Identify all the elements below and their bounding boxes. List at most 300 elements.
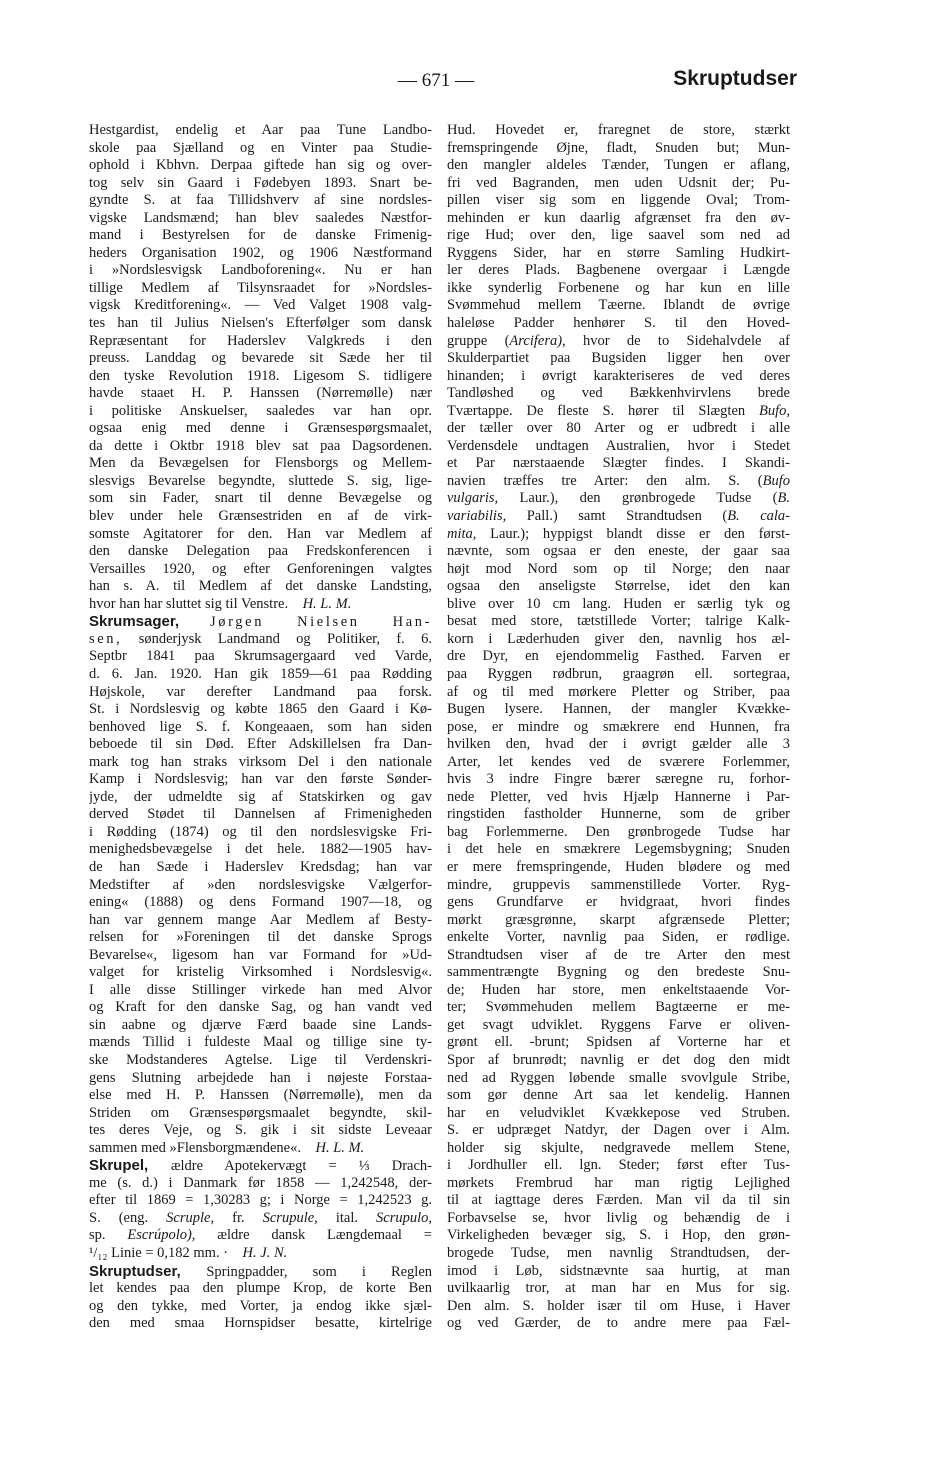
plain-text: somste Agitatorer for den. Han var Medlem af xyxy=(89,525,432,542)
plain-text: de han Sæde i Haderslev Kredsdag; han var xyxy=(89,858,432,875)
text-line xyxy=(447,455,790,473)
plain-text: holder sig skjulte, nedgravede mellem Stene, xyxy=(447,1139,790,1156)
text-line xyxy=(447,894,790,912)
plain-text: sp. xyxy=(89,1227,128,1244)
text-line xyxy=(447,947,790,965)
plain-text: menighedsbevægelse i det hele. 1882—1905 hav- xyxy=(89,841,432,858)
text-line xyxy=(447,964,790,982)
plain-text: Septbr 1841 paa Skrumsagergaard ved Varde, xyxy=(89,648,432,665)
plain-text: tes deres Veje, og S. gik i sit sidste Leveaar xyxy=(89,1122,432,1139)
plain-text: me (s. d.) i Danmark før 1858 — 1,242548, der- xyxy=(89,1174,432,1191)
text-line xyxy=(447,631,790,649)
text-line xyxy=(89,1105,432,1123)
italic-text: Bufo xyxy=(762,472,790,489)
plain-text: tog selv sin Gaard i Fødebyen 1893. Snart be- xyxy=(89,174,432,191)
plain-text: Medstifter af »den nordslesvigske Vælgerfor- xyxy=(89,876,432,893)
italic-text: Escrúpolo), xyxy=(127,1227,196,1244)
plain-text: fremspringende Øjne, fladt, Snuden but; Mun- xyxy=(447,139,790,156)
text-line xyxy=(89,1122,432,1140)
text-line xyxy=(447,754,790,772)
plain-text: imod i Løb, sidstnævnte saa hurtig, at man xyxy=(447,1262,790,1279)
text-line xyxy=(447,1192,790,1210)
plain-text: den med smaa Hornspidser besatte, kirtelrige xyxy=(89,1315,432,1332)
plain-text: Hestgardist, endelig et Aar paa Tune Landbo- xyxy=(89,122,432,138)
text-line xyxy=(89,789,432,807)
text-line xyxy=(89,1070,432,1088)
plain-text: hinanden; i øvrigt karakteriseres de ved deres xyxy=(447,367,790,384)
plain-text: benhoved lige S. f. Kongeaaen, som han siden xyxy=(89,718,432,735)
text-line xyxy=(447,350,790,368)
plain-text: Bevarelse«, ligesom han var Formand for »Ud- xyxy=(89,946,432,963)
author-signature: H. L. M. xyxy=(315,1139,365,1156)
plain-text: get svagt udviklet. Ryggens Farve er oliven- xyxy=(447,1016,790,1033)
plain-text: der tæller over 80 Arter og er udbredt i alle xyxy=(447,420,790,437)
plain-text: ikke synderlig Forbenene og har kun en lille xyxy=(447,279,790,296)
plain-text: St. i Nordslesvig og købte 1865 den Gaard i Kø- xyxy=(89,701,432,718)
text-line xyxy=(89,1175,432,1193)
plain-text: Højskole, var derefter Landmand paa forsk. xyxy=(89,683,432,700)
text-line xyxy=(89,771,432,789)
plain-text: pose, er mindre og smækrere end Hunnen, fra xyxy=(447,718,790,735)
plain-text: den tyske Revolution 1918. Ligesom S. tidligere xyxy=(89,367,432,384)
plain-text: d. 6. Jan. 1920. Han gik 1859—61 paa Rødding xyxy=(89,665,432,682)
plain-text: dre Dyr, en ejendommelig Fasthed. Farven er xyxy=(447,648,790,665)
plain-text: Spor af brunrødt; navnlig er det dog den midt xyxy=(447,1051,790,1068)
plain-text: Den alm. S. holder især til om Huse, i Haver xyxy=(447,1297,790,1314)
plain-text: grønt ell. -brunt; Spidsen af Vorterne har et xyxy=(447,1034,790,1051)
text-line xyxy=(447,719,790,737)
plain-text: i »Nordslesvigsk Landboforening«. Nu er han xyxy=(89,262,432,279)
text-line xyxy=(89,1263,432,1281)
text-line xyxy=(89,543,432,561)
italic-text: B. xyxy=(777,490,790,507)
text-line xyxy=(89,999,432,1017)
text-line xyxy=(89,719,432,737)
text-line xyxy=(447,403,790,421)
text-line xyxy=(89,245,432,263)
plain-text: hvis 3 indre Fingre bærer særegne ru, forhor- xyxy=(447,771,790,788)
plain-text: mark tog han straks virksom Del i den nationale xyxy=(89,753,432,770)
text-line xyxy=(447,385,790,403)
plain-text: tes han til Julius Nielsen's Efterfølger som dansk xyxy=(89,315,432,332)
text-line xyxy=(89,420,432,438)
text-line xyxy=(89,824,432,842)
italic-text: Scrupulo, xyxy=(376,1209,432,1226)
plain-text: mørkets Frembrud har man rigtig Lejlighed xyxy=(447,1174,790,1191)
text-line xyxy=(447,789,790,807)
text-line xyxy=(447,561,790,579)
plain-text: Bugen lysere. Hannen, der mangler Kvække- xyxy=(447,701,790,718)
plain-text: enkelte Vorter, navnlig paa Siden, er rødlige. xyxy=(447,929,790,946)
text-line xyxy=(89,1087,432,1105)
text-line xyxy=(447,912,790,930)
plain-text: i politiske Anskuelser, saaledes var han opr. xyxy=(89,402,432,419)
plain-text: den danske Delegation paa Fredskonferencen i xyxy=(89,543,432,560)
page-number: — 671 — xyxy=(398,70,474,91)
text-line xyxy=(89,508,432,526)
plain-text: bag Forlemmerne. Den grønbrogede Tudse har xyxy=(447,823,790,840)
text-line xyxy=(447,157,790,175)
text-line xyxy=(447,420,790,438)
gap xyxy=(301,1140,316,1156)
text-line xyxy=(447,1280,790,1298)
text-line xyxy=(89,666,432,684)
text-line xyxy=(447,122,790,140)
italic-text: Bufo, xyxy=(758,402,790,419)
plain-text: sin aabne og djærve Færd baade sine Lands- xyxy=(89,1016,432,1033)
text-line xyxy=(89,403,432,421)
text-line xyxy=(89,877,432,895)
text-line xyxy=(447,806,790,824)
spaced-name: Jørgen Nielsen Han- xyxy=(210,614,432,631)
plain-text: hvor han har sluttet sig til Venstre. xyxy=(89,595,289,612)
plain-text: mørkt græsgrønne, skarpt afgrænsede Pletter; xyxy=(447,911,790,928)
plain-text: sammen med »Flensborgmændene«. xyxy=(89,1139,301,1156)
plain-text: vigsk Kreditforening«. — Ved Valget 1908 valg- xyxy=(89,297,432,314)
plain-text: brogede Tudse, men navnlig Strandtudsen, der- xyxy=(447,1245,790,1261)
plain-text: Tværtappe. De fleste S. hører til Slægten xyxy=(447,402,759,419)
text-line xyxy=(447,1087,790,1105)
plain-text: ter; Svømmehuden mellem Bagtæerne er me- xyxy=(447,999,790,1016)
text-line xyxy=(89,964,432,982)
plain-text: navien træffes tre Arter: den alm. S. ( xyxy=(447,472,763,489)
text-line xyxy=(447,1210,790,1228)
plain-text: og den tykke, med Vorter, ja endog ikke sjæl- xyxy=(89,1297,432,1314)
plain-text: den mangler aldeles Tænder, Tungen er aflang, xyxy=(447,157,790,174)
text-line xyxy=(447,666,790,684)
plain-text: ital. xyxy=(317,1209,377,1226)
text-line xyxy=(447,613,790,631)
text-line xyxy=(447,859,790,877)
plain-text: ogsaa den anseligste Størrelse, idet den kan xyxy=(447,578,790,595)
plain-text: skole paa Sjælland og en Vinter paa Studie- xyxy=(89,139,432,156)
plain-text: som sin Fader, snart til denne Bevægelse og xyxy=(89,490,432,507)
plain-text: slesvigs Bevarelse begyndte, sluttede S. sig, lige- xyxy=(89,472,432,489)
text-line xyxy=(447,280,790,298)
text-line xyxy=(89,280,432,298)
text-line xyxy=(89,561,432,579)
text-line xyxy=(447,1052,790,1070)
text-line xyxy=(447,526,790,544)
plain-text: Svømmehud mellem Tæerne. Iblandt de øvrige xyxy=(447,297,790,314)
text-line xyxy=(447,1315,790,1333)
text-line xyxy=(89,1052,432,1070)
text-line xyxy=(89,1280,432,1298)
plain-text: heders Organisation 1902, og 1906 Næstformand xyxy=(89,244,432,261)
text-line xyxy=(447,736,790,754)
plain-text: ned ad Ryggen løbende smalle svovlgule Stribe, xyxy=(447,1069,790,1086)
plain-text: I alle disse Stillinger virkede han med Alvor xyxy=(89,981,432,998)
text-line xyxy=(89,1245,432,1263)
text-line xyxy=(447,543,790,561)
plain-text: hvor de to Sidehalvdele af xyxy=(565,332,790,349)
text-line xyxy=(89,596,432,614)
text-line xyxy=(89,684,432,702)
plain-text: haleløse Padder henhører S. til den Hoved- xyxy=(447,315,790,332)
plain-text: til at iagttage deres Færden. Man vil da til sin xyxy=(447,1192,790,1209)
plain-text: else med H. P. Hanssen (Nørremølle), men da xyxy=(89,1087,432,1104)
text-line xyxy=(447,1227,790,1245)
plain-text: S. (eng. xyxy=(89,1209,167,1226)
plain-text: nede Pletter, ved hvis Hjælp Hannerne i Par- xyxy=(447,788,790,805)
text-line xyxy=(447,368,790,386)
text-line xyxy=(89,1017,432,1035)
text-line xyxy=(89,1157,432,1175)
plain-text: fr. xyxy=(214,1209,263,1226)
text-line xyxy=(447,1017,790,1035)
italic-text: Scruple, xyxy=(166,1209,215,1226)
plain-text: og Kraft for den danske Sag, og han vandt ved xyxy=(89,999,432,1016)
plain-text: sønderjysk Landmand og Politiker, f. 6. xyxy=(122,630,432,647)
text-line xyxy=(447,1122,790,1140)
text-line xyxy=(89,297,432,315)
text-line xyxy=(447,841,790,859)
left-column xyxy=(89,122,432,1333)
italic-text: Arcifera), xyxy=(509,332,566,349)
plain-text: mindre, gruppevis sammenstillede Vorter. Ryg- xyxy=(447,876,790,893)
plain-text: Arter, let kendes ved de sværere Forlemmer, xyxy=(447,753,790,770)
text-line xyxy=(447,1070,790,1088)
plain-text: ¹/₁₂ Linie = 0,182 mm. · xyxy=(89,1245,229,1261)
text-line xyxy=(447,333,790,351)
text-line xyxy=(89,350,432,368)
plain-text: ler deres Plads. Bagbenene overgaar i Længde xyxy=(447,262,790,279)
plain-text: Striden om Grænsespørgsmaalet begyndte, skil- xyxy=(89,1104,432,1121)
plain-text: let kendes paa den plumpe Krop, de korte Ben xyxy=(89,1280,432,1297)
plain-text: valget for kristelig Virksomhed i Nordslesvig«. xyxy=(89,964,432,981)
plain-text: tillige Medlem af Tilsynsraadet for »Nordsles- xyxy=(89,279,432,296)
plain-text: beboede til sin Død. Efter Adskillelsen fra Dan- xyxy=(89,736,432,753)
text-line xyxy=(447,877,790,895)
plain-text: uvilkaarlig tror, at man har en Mus for sig. xyxy=(447,1280,790,1297)
plain-text: Hud. Hovedet er, fraregnet de store, stærkt xyxy=(447,122,790,138)
gap xyxy=(228,1245,243,1261)
text-line xyxy=(89,315,432,333)
text-line xyxy=(89,806,432,824)
plain-text: blev under hele Grænsestriden en af de virk- xyxy=(89,508,432,525)
plain-text: Versailles 1920, og efter Genforeningen valgtes xyxy=(89,560,432,577)
text-line xyxy=(89,490,432,508)
text-line xyxy=(447,297,790,315)
plain-text: som gør denne Art saa let kendelig. Hannen xyxy=(447,1087,790,1104)
text-line xyxy=(447,1175,790,1193)
author-signature: H. J. N. xyxy=(242,1245,288,1261)
text-line xyxy=(89,1315,432,1333)
plain-text: hvilken den, hvad der i øvrigt gælder alle 3 xyxy=(447,736,790,753)
text-line xyxy=(89,333,432,351)
plain-text: Kamp i Nordslesvig; han var den første Sønder- xyxy=(89,771,432,788)
plain-text: paa Ryggen rødbrun, graagrøn ell. sortegraa, xyxy=(447,665,790,682)
plain-text: fri ved Bagranden, men uden Udsnit der; Pu- xyxy=(447,174,790,191)
entry-headword: Skrupel, xyxy=(89,1157,171,1175)
plain-text: efter til 1869 = 1,30283 g; i Norge = 1,242523 g. xyxy=(89,1192,432,1209)
text-line xyxy=(89,947,432,965)
author-signature: H. L. M. xyxy=(302,595,352,612)
plain-text: ening« (1888) og dens Formand 1907—18, og xyxy=(89,894,432,911)
plain-text: de; Huden har store, men enkeltstaaende Vor- xyxy=(447,981,790,998)
plain-text: Skulderpartiet paa Bugsiden ligger hen over xyxy=(447,350,790,367)
text-line xyxy=(447,175,790,193)
text-line xyxy=(447,490,790,508)
text-line xyxy=(89,859,432,877)
plain-text: vigske Landsmænd; han blev saaledes Næstfor- xyxy=(89,209,432,226)
plain-text: ringstiden fastholder Hunnerne, som de griber xyxy=(447,806,790,823)
text-line xyxy=(447,1298,790,1316)
text-line xyxy=(89,613,432,631)
plain-text: han s. A. til Medlem af det danske Landsting, xyxy=(89,578,432,595)
plain-text: sammentrængte Bygning og den bredeste Snu- xyxy=(447,964,790,981)
text-line xyxy=(447,1034,790,1052)
plain-text: i Rødding (1874) og til den nordslesvigske Fri- xyxy=(89,823,432,840)
plain-text: gens Slutning arbejdede han i nøjeste Forstaa- xyxy=(89,1069,432,1086)
text-line xyxy=(447,701,790,719)
text-line xyxy=(447,438,790,456)
text-line xyxy=(447,1157,790,1175)
text-line xyxy=(89,438,432,456)
plain-text: ske Modstanderes Agtelse. Lige til Verdenskri- xyxy=(89,1051,432,1068)
plain-text: i det hele en smækrere Legemsbygning; Snuden xyxy=(447,841,790,858)
plain-text: han var gennem mange Aar Medlem af Besty- xyxy=(89,911,432,928)
plain-text: mænds Tillid i fuldeste Maal og tillige sine ty- xyxy=(89,1034,432,1051)
text-line xyxy=(89,578,432,596)
text-line xyxy=(89,894,432,912)
plain-text: S. er udpræget Natdyr, der Dagen over i Alm. xyxy=(447,1122,790,1139)
italic-text: Scrupule, xyxy=(262,1209,318,1226)
plain-text: Tandløshed og ved Bækkenhvirvlens brede xyxy=(447,385,790,402)
plain-text: ophold i Kbhvn. Derpaa giftede han sig og over- xyxy=(89,157,432,174)
text-line xyxy=(447,578,790,596)
plain-text: højt mod Nord som op til Norge; den naar xyxy=(447,560,790,577)
plain-text: Men da Bevægelsen for Flensborgs og Mellem- xyxy=(89,455,432,472)
plain-text: mand i Bestyrelsen for de danske Frimenig- xyxy=(89,227,432,244)
running-title: Skruptudser xyxy=(673,67,797,90)
plain-text: jyde, der udmeldte sig af Statskirken og gav xyxy=(89,788,432,805)
text-line xyxy=(89,122,432,140)
text-line xyxy=(447,262,790,280)
plain-text: ogsaa enig med denne i Grænsespørgsmaalet, xyxy=(89,420,432,437)
text-line xyxy=(89,140,432,158)
plain-text: Springpadder, som i Reglen xyxy=(206,1263,432,1280)
text-line xyxy=(447,982,790,1000)
text-line xyxy=(89,701,432,719)
plain-text: besat med store, tætstillede Vorter; talrige Kalk- xyxy=(447,613,790,630)
plain-text: korn i Læderhuden giver den, navnlig hos æl- xyxy=(447,630,790,647)
plain-text: og ved Gærder, de to andre mere paa Fæl- xyxy=(447,1315,790,1332)
plain-text: relsen for »Foreningen til det danske Sprogs xyxy=(89,929,432,946)
text-line xyxy=(89,368,432,386)
plain-text: pillen viser sig som en liggende Oval; Trom- xyxy=(447,192,790,209)
text-line xyxy=(447,1105,790,1123)
plain-text: Verdensdele undtagen Australien, hvor i Stedet xyxy=(447,437,790,454)
text-line xyxy=(89,1227,432,1245)
entry-headword: Skrumsager, xyxy=(89,613,211,631)
text-line xyxy=(89,1192,432,1210)
gap xyxy=(288,596,303,612)
text-line xyxy=(447,245,790,263)
plain-text: gens Grundfarve er hvidgraat, hvori findes xyxy=(447,894,790,911)
text-line xyxy=(89,1140,432,1158)
plain-text: Forbavselse se, hvor livlig og behændig de i xyxy=(447,1209,790,1226)
text-line xyxy=(447,140,790,158)
text-line xyxy=(447,473,790,491)
italic-text: vulgaris, xyxy=(447,490,499,507)
text-line xyxy=(89,631,432,649)
text-line xyxy=(89,157,432,175)
text-line xyxy=(447,824,790,842)
text-line xyxy=(89,192,432,210)
plain-text: har en veludviklet Kvækkepose ved Struben. xyxy=(447,1104,790,1121)
plain-text: mehinden er kun daarlig afgrænset fra den øv- xyxy=(447,209,790,226)
text-line xyxy=(447,508,790,526)
plain-text: nævnte, som ogsaa er den eneste, der gaar saa xyxy=(447,543,790,560)
text-line xyxy=(89,210,432,228)
text-line xyxy=(89,1034,432,1052)
text-line xyxy=(89,1298,432,1316)
plain-text: ældre dansk Længdemaal = xyxy=(195,1227,432,1244)
text-line xyxy=(89,526,432,544)
plain-text: ældre Apotekervægt = ⅓ Drach- xyxy=(170,1158,432,1175)
text-line xyxy=(447,648,790,666)
text-line xyxy=(447,210,790,228)
plain-text: i Jordhuller ell. lgn. Steder; først efter Tus- xyxy=(447,1157,790,1174)
text-line xyxy=(89,1210,432,1228)
text-line xyxy=(447,1140,790,1158)
plain-text: preuss. Landdag og bevarede sit Sæde her til xyxy=(89,350,432,367)
plain-text: Virkeligheden bevæger sig, S. i Hop, den grøn- xyxy=(447,1227,790,1244)
text-line xyxy=(89,736,432,754)
text-line xyxy=(89,648,432,666)
text-line xyxy=(447,596,790,614)
text-line xyxy=(89,982,432,1000)
plain-text: havde staaet H. P. Hanssen (Nørremølle) nær xyxy=(89,385,432,402)
plain-text: gruppe ( xyxy=(447,332,510,349)
right-column xyxy=(447,122,790,1333)
plain-text: Pall.) samt Strandtudsen ( xyxy=(506,508,728,525)
entry-headword: Skruptudser, xyxy=(89,1262,207,1280)
plain-text: et Par nærstaaende Slægter findes. I Skandi- xyxy=(447,455,790,472)
text-line xyxy=(447,1263,790,1281)
italic-text: variabilis, xyxy=(447,508,507,525)
plain-text: derved Stødet til Dannelsen af Frimenigheden xyxy=(89,806,432,823)
plain-text: Strandtudsen viser af de tre Arter den mest xyxy=(447,946,790,963)
text-line xyxy=(89,455,432,473)
text-line xyxy=(89,262,432,280)
plain-text: af og til med mørkere Pletter og Striber, paa xyxy=(447,683,790,700)
plain-text: gyndte S. at faa Tillidshverv af sine nordsles- xyxy=(89,192,432,209)
text-line xyxy=(447,227,790,245)
plain-text: er mere fremspringende, Huden blødere og med xyxy=(447,858,790,875)
plain-text: Laur.), den grønbrogede Tudse ( xyxy=(498,490,778,507)
plain-text: blive over 10 cm lang. Huden er særlig tyk og xyxy=(447,595,790,612)
text-line xyxy=(89,227,432,245)
text-line xyxy=(447,684,790,702)
italic-text: mita, xyxy=(447,525,477,542)
text-line xyxy=(89,929,432,947)
text-line xyxy=(89,754,432,772)
text-line xyxy=(447,999,790,1017)
text-line xyxy=(447,315,790,333)
plain-text: da dette i Oktbr 1918 blev sat paa Dagsordenen. xyxy=(89,437,432,454)
text-line xyxy=(447,192,790,210)
text-line xyxy=(447,771,790,789)
text-line xyxy=(447,1245,790,1263)
text-line xyxy=(89,175,432,193)
plain-text: Repræsentant for Haderslev Valgkreds i den xyxy=(89,332,432,349)
text-line xyxy=(89,841,432,859)
plain-text: Laur.); hyppigst blandt disse er den først- xyxy=(476,525,790,542)
text-line xyxy=(89,912,432,930)
text-line xyxy=(447,929,790,947)
